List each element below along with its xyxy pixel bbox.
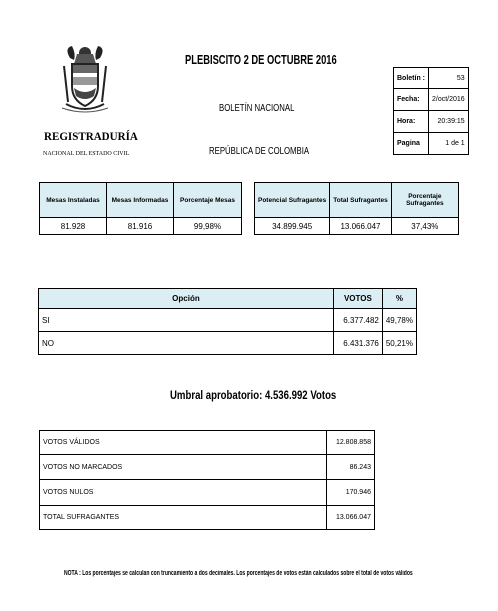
sufragantes-table: [254, 182, 459, 235]
vote-count: 6.377.482: [333, 309, 382, 332]
mesas-table: [39, 182, 242, 235]
totals-label: VOTOS NULOS: [40, 480, 327, 506]
totals-value: 86.243: [327, 455, 375, 480]
info-label: Fecha:: [394, 89, 429, 111]
mesas-value-cell: 99,98%: [174, 218, 242, 235]
page-title: PLEBISCITO 2 DE OCTUBRE 2016: [185, 52, 337, 67]
info-row: [394, 111, 469, 133]
totals-label: TOTAL SUFRAGANTES: [40, 506, 327, 530]
mesas-header-cell: Mesas Instaladas: [40, 183, 107, 218]
sufragantes-value-cell: 13.066.047: [330, 218, 391, 235]
registraduria-subtitle: NACIONAL DEL ESTADO CIVIL: [43, 151, 130, 157]
totals-value: 13.066.047: [327, 506, 375, 530]
approval-threshold: Umbral aprobatorio: 4.536.992 Votos: [170, 388, 337, 402]
sufragantes-header-cell: Porcentaje Sufragantes: [391, 183, 458, 218]
info-value: 20:39:15: [429, 111, 469, 133]
coat-of-arms-logo: [60, 44, 110, 116]
vote-count: 6.431.376: [333, 332, 382, 355]
info-value: 1 de 1: [429, 133, 469, 155]
table-row: [40, 480, 375, 506]
info-row: [394, 68, 469, 89]
info-value: 2/oct/2016: [429, 89, 469, 111]
footnote: NOTA : Los porcentajes se calculan con truncamiento a dos decimales. Los porcentajes de votos están calculados sobre el total de votos válidos: [64, 570, 413, 577]
vote-pct: 49,78%: [382, 309, 416, 332]
totals-label: VOTOS VÁLIDOS: [40, 431, 327, 455]
sufragantes-header-cell: Potencial Sufragantes: [255, 183, 330, 218]
country-subtitle: REPÚBLICA DE COLOMBIA: [209, 146, 310, 157]
votes-header-option: Opción: [39, 289, 334, 309]
sufragantes-header-cell: Total Sufragantes: [330, 183, 391, 218]
info-row: [394, 89, 469, 111]
totals-value: 12.808.858: [327, 431, 375, 455]
vote-option: SI: [39, 309, 334, 332]
votes-table: [38, 288, 417, 355]
table-row: [39, 332, 417, 355]
table-row: [40, 431, 375, 455]
table-row: [39, 309, 417, 332]
mesas-header-row: [40, 183, 242, 218]
votes-header-votes: VOTOS: [333, 289, 382, 309]
table-row: [40, 506, 375, 530]
totals-table: [39, 430, 375, 530]
bulletin-info-table: [393, 67, 469, 155]
table-row: [40, 455, 375, 480]
sufragantes-value-row: [255, 218, 459, 235]
mesas-value-cell: 81.928: [40, 218, 107, 235]
totals-value: 170.946: [327, 480, 375, 506]
mesas-value-row: [40, 218, 242, 235]
votes-header-row: [39, 289, 417, 309]
mesas-header-cell: Mesas Informadas: [107, 183, 174, 218]
info-row: [394, 133, 469, 155]
info-value: 53: [429, 68, 469, 89]
mesas-header-cell: Porcentaje Mesas: [174, 183, 242, 218]
registraduria-name: REGISTRADURÍA: [44, 129, 138, 143]
info-label: Boletín :: [394, 68, 429, 89]
info-label: Hora:: [394, 111, 429, 133]
sufragantes-value-cell: 34.899.945: [255, 218, 330, 235]
vote-option: NO: [39, 332, 334, 355]
mesas-value-cell: 81.916: [107, 218, 174, 235]
sufragantes-header-row: [255, 183, 459, 218]
info-label: Pagina: [394, 133, 429, 155]
totals-label: VOTOS NO MARCADOS: [40, 455, 327, 480]
vote-pct: 50,21%: [382, 332, 416, 355]
sufragantes-value-cell: 37,43%: [391, 218, 458, 235]
bulletin-subtitle: BOLETÍN NACIONAL: [219, 103, 295, 114]
votes-header-pct: %: [382, 289, 416, 309]
